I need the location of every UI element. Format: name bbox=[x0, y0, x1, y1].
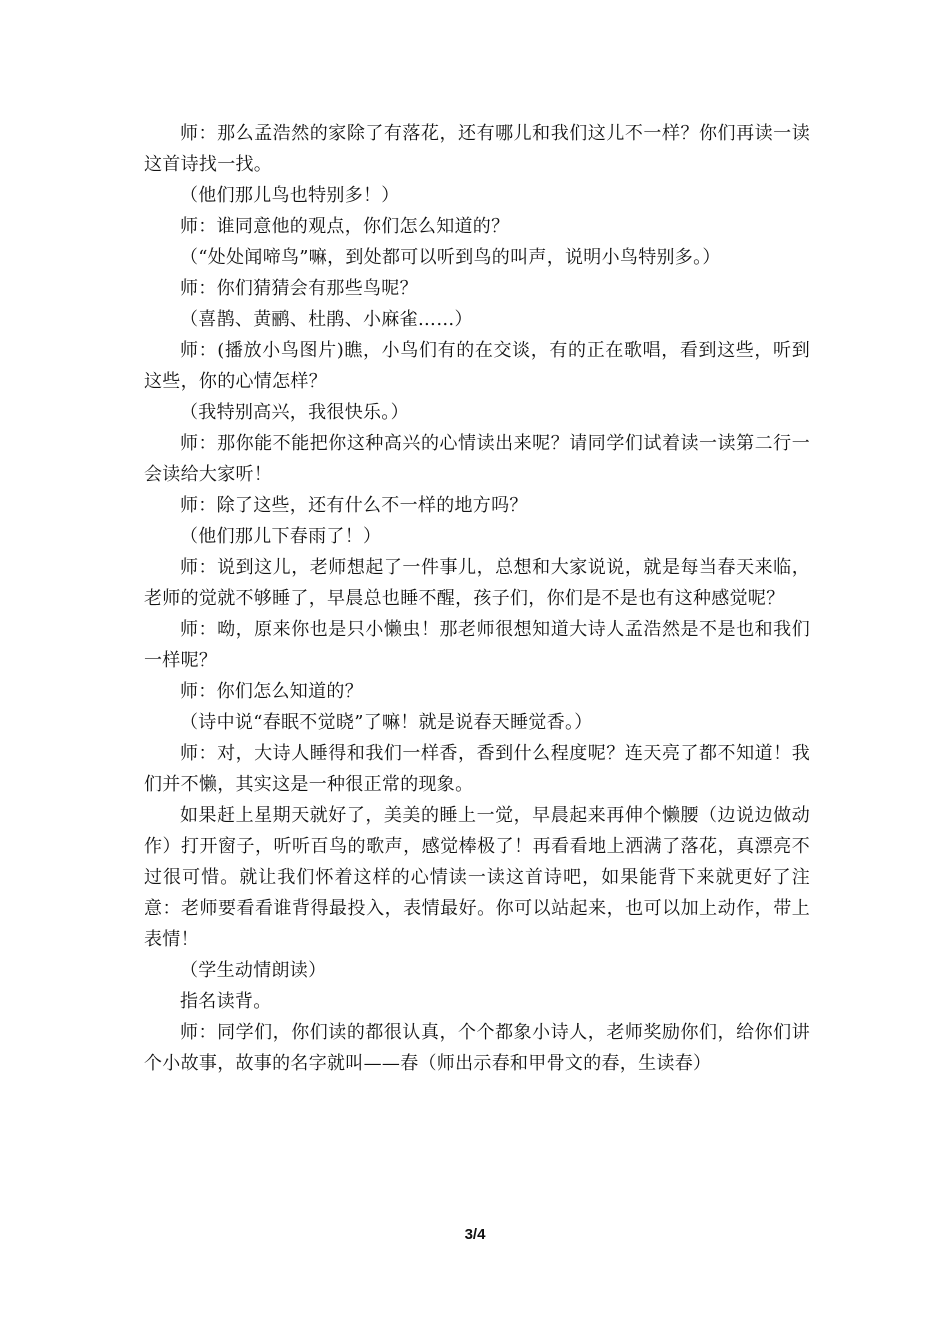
paragraph: 如果赶上星期天就好了，美美的睡上一觉，早晨起来再伸个懒腰（边说边做动作）打开窗子，听听百鸟的歌声，感觉棒极了！再看看地上洒满了落花，真漂亮不过很可惜。就让我们怀着这样的心情读一读这首诗吧，如果能背下来就更好了注意：老师要看看谁背得最投入，表情最好。你可以站起来，也可以加上动作，带上表情！ bbox=[144, 805, 810, 950]
paragraph: （诗中说“春眠不觉晓”了嘛！就是说春天睡觉香。） bbox=[180, 712, 593, 733]
paragraph: 师：你们猜猜会有那些鸟呢？ bbox=[180, 278, 418, 299]
page-number: 3/4 bbox=[464, 1226, 486, 1243]
paragraph: 师：(播放小鸟图片)瞧，小鸟们有的在交谈，有的正在歌唱，看到这些，听到这些，你的心情怎样？ bbox=[144, 340, 810, 392]
paragraph: 师：你们怎么知道的？ bbox=[180, 681, 363, 702]
paragraph: 师：对，大诗人睡得和我们一样香，香到什么程度呢？连天亮了都不知道！我们并不懒，其实这是一种很正常的现象。 bbox=[144, 743, 810, 795]
paragraph: 师：谁同意他的观点，你们怎么知道的？ bbox=[180, 216, 510, 237]
paragraph: 师：那么孟浩然的家除了有落花，还有哪儿和我们这儿不一样？你们再读一读这首诗找一找。 bbox=[144, 123, 810, 175]
paragraph: 师：呦，原来你也是只小懒虫！那老师很想知道大诗人孟浩然是不是也和我们一样呢？ bbox=[144, 619, 810, 671]
paragraph: 师：说到这儿，老师想起了一件事儿，总想和大家说说，就是每当春天来临，老师的觉就不够睡了，早晨总也睡不醒，孩子们，你们是不是也有这种感觉呢？ bbox=[144, 557, 810, 609]
paragraph: （他们那儿鸟也特别多！） bbox=[180, 185, 400, 206]
paragraph: （喜鹊、黄鹂、杜鹃、小麻雀……） bbox=[180, 309, 473, 330]
paragraph: （学生动情朗读） bbox=[180, 960, 327, 981]
paragraph: 师：那你能不能把你这种高兴的心情读出来呢？请同学们试着读一读第二行一会读给大家听！ bbox=[144, 433, 810, 485]
document-body bbox=[144, 118, 810, 1079]
paragraph: （“处处闻啼鸟”嘛，到处都可以听到鸟的叫声，说明小鸟特别多。） bbox=[180, 247, 721, 268]
paragraph: （我特别高兴，我很快乐。） bbox=[180, 402, 409, 423]
paragraph: 指名读背。 bbox=[180, 991, 272, 1012]
paragraph: （他们那儿下春雨了！） bbox=[180, 526, 382, 547]
paragraph: 师：同学们，你们读的都很认真，个个都象小诗人，老师奖励你们，给你们讲个小故事，故事的名字就叫——春（师出示春和甲骨文的春，生读春） bbox=[144, 1022, 810, 1074]
paragraph: 师：除了这些，还有什么不一样的地方吗？ bbox=[180, 495, 528, 516]
